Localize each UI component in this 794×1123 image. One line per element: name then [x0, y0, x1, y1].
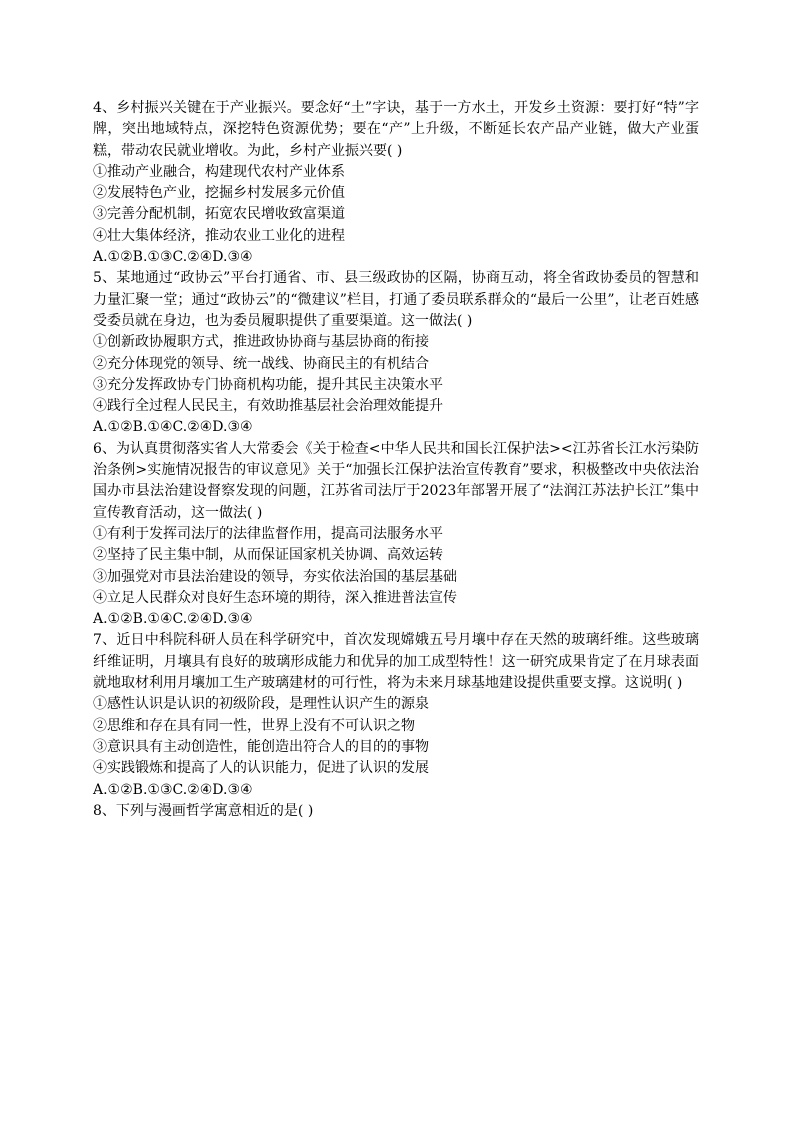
option-4: ④壮大集体经济，推动农业工业化的进程	[93, 227, 345, 244]
option-1: ①推动产业融合，构建现代农村产业体系	[93, 163, 345, 180]
answer-choices: A.①②B.①④C.②④D.③④	[93, 419, 253, 436]
option-3: ③意识具有主动创造性，能创造出符合人的目的的事物	[93, 738, 429, 755]
option-4: ④践行全过程人民民主，有效助推基层社会治理效能提升	[93, 398, 443, 415]
question-stem: 6、为认真贯彻落实省人大常委会《关于检查<中华人民共和国长江保护法><江苏省长江水污染防治条例>实施情况报告的审议意见》关于“加强长江保护法治宣传教育”要求，积极整改中央依法治国办市县法治建设督察发现的问题，江苏省司法厅于2023年部署开展了“法润江苏法护长江”集中宣传教育活动，这一做法( )	[93, 440, 699, 521]
option-4: ④实践锻炼和提高了人的认识能力，促进了认识的发展	[93, 760, 429, 777]
option-1: ①感性认识是认识的初级阶段，是理性认识产生的源泉	[93, 696, 429, 713]
option-2: ②充分体现党的领导、统一战线、协商民主的有机结合	[93, 355, 429, 372]
question-stem: 8、下列与漫画哲学寓意相近的是( )	[93, 802, 314, 819]
option-2: ②发展特色产业，挖掘乡村发展多元价值	[93, 185, 345, 202]
option-1: ①创新政协履职方式，推进政协协商与基层协商的衔接	[93, 334, 429, 351]
question-6	[93, 439, 699, 631]
question-4	[93, 98, 699, 268]
answer-choices: A.①②B.①④C.②④D.③④	[93, 611, 253, 628]
option-1: ①有利于发挥司法厅的法律监督作用，提高司法服务水平	[93, 525, 443, 542]
option-3: ③完善分配机制，拓宽农民增收致富渠道	[93, 206, 345, 223]
question-8	[93, 801, 699, 822]
answer-choices: A.①②B.①③C.②④D.③④	[93, 249, 253, 266]
question-stem: 7、近日中科院科研人员在科学研究中，首次发现嫦娥五号月壤中存在天然的玻璃纤维。这些玻璃纤维证明，月壤具有良好的玻璃形成能力和优异的加工成型特性！这一研究成果肯定了在月球表面就地取材利用月壤加工生产玻璃建材的可行性，将为未来月球基地建设提供重要支撑。这说明( )	[93, 632, 699, 692]
option-2: ②思维和存在具有同一性，世界上没有不可认识之物	[93, 717, 415, 734]
question-7	[93, 630, 699, 800]
question-stem: 5、某地通过“政协云”平台打通省、市、县三级政协的区隔，协商互动，将全省政协委员的智慧和力量汇聚一堂；通过“政协云”的“微建议”栏目，打通了委员联系群众的“最后一公里”，让老百姓感受委员就在身边，也为委员履职提供了重要渠道。这一做法( )	[93, 270, 699, 329]
option-3: ③加强党对市县法治建设的领导，夯实依法治国的基层基础	[93, 568, 457, 585]
option-2: ②坚持了民主集中制，从而保证国家机关协调、高效运转	[93, 547, 443, 564]
option-4: ④立足人民群众对良好生态环境的期待，深入推进普法宣传	[93, 589, 457, 606]
answer-choices: A.①②B.①③C.②④D.③④	[93, 781, 253, 798]
question-5	[93, 268, 699, 438]
option-3: ③充分发挥政协专门协商机构功能，提升其民主决策水平	[93, 376, 443, 393]
question-stem: 4、乡村振兴关键在于产业振兴。要念好“土”字诀，基于一方水土，开发乡土资源：要打好“特”字牌，突出地域特点，深挖特色资源优势；要在“产”上升级，不断延长农产品产业链，做大产业蛋糕，带动农民就业增收。为此，乡村产业振兴要( )	[93, 100, 699, 159]
document-page	[93, 98, 699, 822]
